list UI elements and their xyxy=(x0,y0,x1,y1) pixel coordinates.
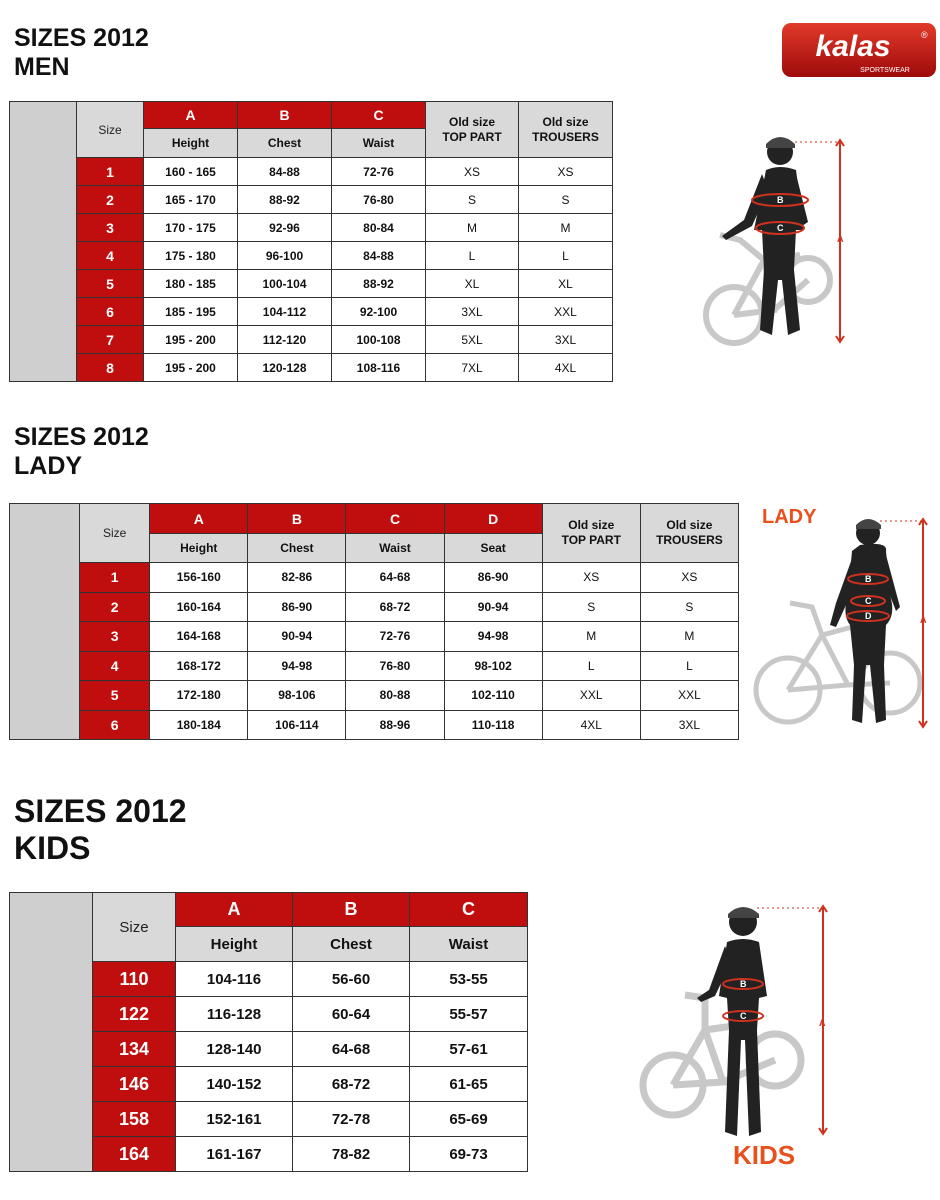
lady-size-cell: 3 xyxy=(80,622,150,652)
lady-size-cell: 1 xyxy=(80,563,150,593)
men-value-cell: 76-80 xyxy=(332,186,426,214)
lady-value-cell: S xyxy=(640,592,738,622)
men-marker-a: A xyxy=(837,234,844,244)
men-standard-height-label xyxy=(10,102,77,382)
lady-chest-header: Chest xyxy=(248,534,346,563)
lady-marker-b: B xyxy=(865,574,872,584)
men-value-cell: XS xyxy=(519,158,613,186)
kids-value-cell: 64-68 xyxy=(293,1032,410,1067)
men-value-cell: 3XL xyxy=(519,326,613,354)
lady-title-line1: SIZES 2012 xyxy=(14,423,149,451)
men-letter-b: B xyxy=(238,102,332,129)
men-value-cell: 88-92 xyxy=(332,270,426,298)
kids-value-cell: 65-69 xyxy=(410,1102,528,1137)
kids-figure-tag: KIDS xyxy=(733,1140,796,1170)
kids-value-cell: 61-65 xyxy=(410,1067,528,1102)
lady-row xyxy=(10,651,739,681)
lady-row xyxy=(10,622,739,652)
men-value-cell: L xyxy=(519,242,613,270)
lady-value-cell: 3XL xyxy=(640,710,738,740)
men-letter-a: A xyxy=(144,102,238,129)
lady-row xyxy=(10,710,739,740)
logo-wordmark: kalas xyxy=(815,30,891,63)
kids-size-header: Size xyxy=(93,893,176,962)
kids-letter-a: A xyxy=(176,893,293,927)
men-size-header: Size xyxy=(77,102,144,158)
lady-value-cell: 86-90 xyxy=(444,563,542,593)
kids-value-cell: 53-55 xyxy=(410,962,528,997)
kids-value-cell: 161-167 xyxy=(176,1137,293,1172)
lady-standard-height-label xyxy=(10,504,80,740)
kids-size-cell: 146 xyxy=(93,1067,176,1102)
kids-title-line1: SIZES 2012 xyxy=(14,793,187,829)
lady-marker-d: D xyxy=(865,611,872,621)
men-value-cell: 195 - 200 xyxy=(144,354,238,382)
men-value-cell: S xyxy=(519,186,613,214)
men-title xyxy=(14,24,149,82)
lady-value-cell: 86-90 xyxy=(248,592,346,622)
lady-value-cell: 68-72 xyxy=(346,592,444,622)
logo-registered: ® xyxy=(921,30,928,40)
men-value-cell: XL xyxy=(519,270,613,298)
kids-letter-b: B xyxy=(293,893,410,927)
men-value-cell: 185 - 195 xyxy=(144,298,238,326)
lady-value-cell: 76-80 xyxy=(346,651,444,681)
lady-old-size-top-header: Old size TOP PART xyxy=(542,504,640,563)
men-row xyxy=(10,270,613,298)
lady-value-cell: 94-98 xyxy=(248,651,346,681)
kids-figure-illustration xyxy=(635,900,835,1140)
lady-value-cell: XS xyxy=(542,563,640,593)
men-value-cell: 80-84 xyxy=(332,214,426,242)
men-value-cell: S xyxy=(426,186,519,214)
men-value-cell: XL xyxy=(426,270,519,298)
men-value-cell: 92-96 xyxy=(238,214,332,242)
bicycle-icon xyxy=(643,995,801,1115)
men-size-cell: 5 xyxy=(77,270,144,298)
men-value-cell: 112-120 xyxy=(238,326,332,354)
lady-value-cell: 160-164 xyxy=(150,592,248,622)
men-chest-header: Chest xyxy=(238,129,332,158)
men-waist-header: Waist xyxy=(332,129,426,158)
men-value-cell: XXL xyxy=(519,298,613,326)
kids-marker-c: C xyxy=(740,1011,747,1021)
men-row xyxy=(10,158,613,186)
men-value-cell: 3XL xyxy=(426,298,519,326)
lady-value-cell: L xyxy=(542,651,640,681)
kalas-logo xyxy=(781,22,937,78)
lady-value-cell: M xyxy=(640,622,738,652)
men-value-cell: 170 - 175 xyxy=(144,214,238,242)
lady-size-cell: 2 xyxy=(80,592,150,622)
men-value-cell: 180 - 185 xyxy=(144,270,238,298)
men-size-cell: 6 xyxy=(77,298,144,326)
lady-row xyxy=(10,592,739,622)
lady-size-cell: 5 xyxy=(80,681,150,711)
lady-value-cell: 80-88 xyxy=(346,681,444,711)
kids-value-cell: 104-116 xyxy=(176,962,293,997)
men-row xyxy=(10,214,613,242)
lady-value-cell: 90-94 xyxy=(444,592,542,622)
lady-size-header: Size xyxy=(80,504,150,563)
lady-size-cell: 4 xyxy=(80,651,150,681)
lady-value-cell: 98-102 xyxy=(444,651,542,681)
lady-value-cell: S xyxy=(542,592,640,622)
lady-figure-tag: LADY xyxy=(762,506,817,528)
lady-value-cell: 82-86 xyxy=(248,563,346,593)
kids-marker-a: A xyxy=(819,1018,826,1028)
kids-letter-c: C xyxy=(410,893,528,927)
men-value-cell: 100-104 xyxy=(238,270,332,298)
men-row xyxy=(10,298,613,326)
men-value-cell: 165 - 170 xyxy=(144,186,238,214)
kids-value-cell: 128-140 xyxy=(176,1032,293,1067)
lady-value-cell: XXL xyxy=(542,681,640,711)
lady-letter-a: A xyxy=(150,504,248,534)
men-value-cell: 175 - 180 xyxy=(144,242,238,270)
lady-value-cell: 106-114 xyxy=(248,710,346,740)
men-old-size-top-header: Old size TOP PART xyxy=(426,102,519,158)
lady-title xyxy=(14,423,149,481)
lady-row xyxy=(10,563,739,593)
kids-chest-header: Chest xyxy=(293,927,410,962)
kids-value-cell: 116-128 xyxy=(176,997,293,1032)
kids-value-cell: 68-72 xyxy=(293,1067,410,1102)
lady-size-cell: 6 xyxy=(80,710,150,740)
men-old-size-trousers-header: Old size TROUSERS xyxy=(519,102,613,158)
men-title-line2: MEN xyxy=(14,52,70,81)
lady-value-cell: 72-76 xyxy=(346,622,444,652)
kids-size-cell: 110 xyxy=(93,962,176,997)
men-value-cell: M xyxy=(426,214,519,242)
kids-title-line2: KIDS xyxy=(14,829,91,866)
men-value-cell: 4XL xyxy=(519,354,613,382)
lady-value-cell: XXL xyxy=(640,681,738,711)
lady-value-cell: 94-98 xyxy=(444,622,542,652)
lady-value-cell: 164-168 xyxy=(150,622,248,652)
kids-height-header: Height xyxy=(176,927,293,962)
lady-value-cell: 102-110 xyxy=(444,681,542,711)
lady-value-cell: 172-180 xyxy=(150,681,248,711)
lady-value-cell: 4XL xyxy=(542,710,640,740)
men-title-line1: SIZES 2012 xyxy=(14,24,149,52)
kids-marker-b: B xyxy=(740,979,747,989)
kids-value-cell: 140-152 xyxy=(176,1067,293,1102)
kids-value-cell: 69-73 xyxy=(410,1137,528,1172)
lady-value-cell: 64-68 xyxy=(346,563,444,593)
men-value-cell: 88-92 xyxy=(238,186,332,214)
lady-value-cell: L xyxy=(640,651,738,681)
men-value-cell: 108-116 xyxy=(332,354,426,382)
men-size-cell: 2 xyxy=(77,186,144,214)
men-value-cell: 72-76 xyxy=(332,158,426,186)
men-figure-illustration xyxy=(700,130,860,362)
lady-value-cell: 90-94 xyxy=(248,622,346,652)
men-value-cell: 100-108 xyxy=(332,326,426,354)
men-value-cell: M xyxy=(519,214,613,242)
kids-title xyxy=(14,793,187,867)
men-row xyxy=(10,242,613,270)
kids-waist-header: Waist xyxy=(410,927,528,962)
men-size-cell: 1 xyxy=(77,158,144,186)
men-size-cell: 4 xyxy=(77,242,144,270)
lady-marker-a: A xyxy=(920,615,927,625)
lady-size-table xyxy=(9,503,739,740)
lady-row xyxy=(10,681,739,711)
lady-figure-illustration xyxy=(750,515,935,740)
kids-value-cell: 57-61 xyxy=(410,1032,528,1067)
kids-size-table xyxy=(9,892,528,1172)
lady-old-size-trousers-header: Old size TROUSERS xyxy=(640,504,738,563)
men-value-cell: 120-128 xyxy=(238,354,332,382)
kids-size-cell: 134 xyxy=(93,1032,176,1067)
men-size-cell: 7 xyxy=(77,326,144,354)
men-value-cell: 195 - 200 xyxy=(144,326,238,354)
lady-value-cell: 156-160 xyxy=(150,563,248,593)
lady-value-cell: XS xyxy=(640,563,738,593)
lady-value-cell: M xyxy=(542,622,640,652)
men-value-cell: 84-88 xyxy=(332,242,426,270)
men-marker-c: C xyxy=(777,223,784,233)
men-size-table xyxy=(9,101,613,382)
lady-letter-b: B xyxy=(248,504,346,534)
lady-letter-c: C xyxy=(346,504,444,534)
men-value-cell: 96-100 xyxy=(238,242,332,270)
men-row xyxy=(10,326,613,354)
men-value-cell: 92-100 xyxy=(332,298,426,326)
men-size-cell: 3 xyxy=(77,214,144,242)
men-row xyxy=(10,186,613,214)
lady-letter-d: D xyxy=(444,504,542,534)
men-value-cell: 84-88 xyxy=(238,158,332,186)
kids-value-cell: 72-78 xyxy=(293,1102,410,1137)
men-letter-c: C xyxy=(332,102,426,129)
lady-value-cell: 168-172 xyxy=(150,651,248,681)
lady-value-cell: 88-96 xyxy=(346,710,444,740)
men-row xyxy=(10,354,613,382)
men-height-header: Height xyxy=(144,129,238,158)
kids-value-cell: 152-161 xyxy=(176,1102,293,1137)
kids-size-cell: 158 xyxy=(93,1102,176,1137)
men-size-cell: 8 xyxy=(77,354,144,382)
kids-value-cell: 60-64 xyxy=(293,997,410,1032)
kids-size-cell: 164 xyxy=(93,1137,176,1172)
men-value-cell: 160 - 165 xyxy=(144,158,238,186)
kids-value-cell: 55-57 xyxy=(410,997,528,1032)
lady-waist-header: Waist xyxy=(346,534,444,563)
kids-value-cell: 56-60 xyxy=(293,962,410,997)
lady-title-line2: LADY xyxy=(14,451,83,480)
lady-marker-c: C xyxy=(865,596,872,606)
men-value-cell: XS xyxy=(426,158,519,186)
men-value-cell: L xyxy=(426,242,519,270)
lady-value-cell: 180-184 xyxy=(150,710,248,740)
lady-value-cell: 110-118 xyxy=(444,710,542,740)
men-marker-b: B xyxy=(777,195,784,205)
logo-tagline: SPORTSWEAR xyxy=(860,67,910,74)
lady-seat-header: Seat xyxy=(444,534,542,563)
kids-standard-height-label xyxy=(10,893,93,1172)
lady-height-header: Height xyxy=(150,534,248,563)
lady-value-cell: 98-106 xyxy=(248,681,346,711)
kids-value-cell: 78-82 xyxy=(293,1137,410,1172)
men-value-cell: 104-112 xyxy=(238,298,332,326)
kids-size-cell: 122 xyxy=(93,997,176,1032)
men-value-cell: 7XL xyxy=(426,354,519,382)
men-value-cell: 5XL xyxy=(426,326,519,354)
